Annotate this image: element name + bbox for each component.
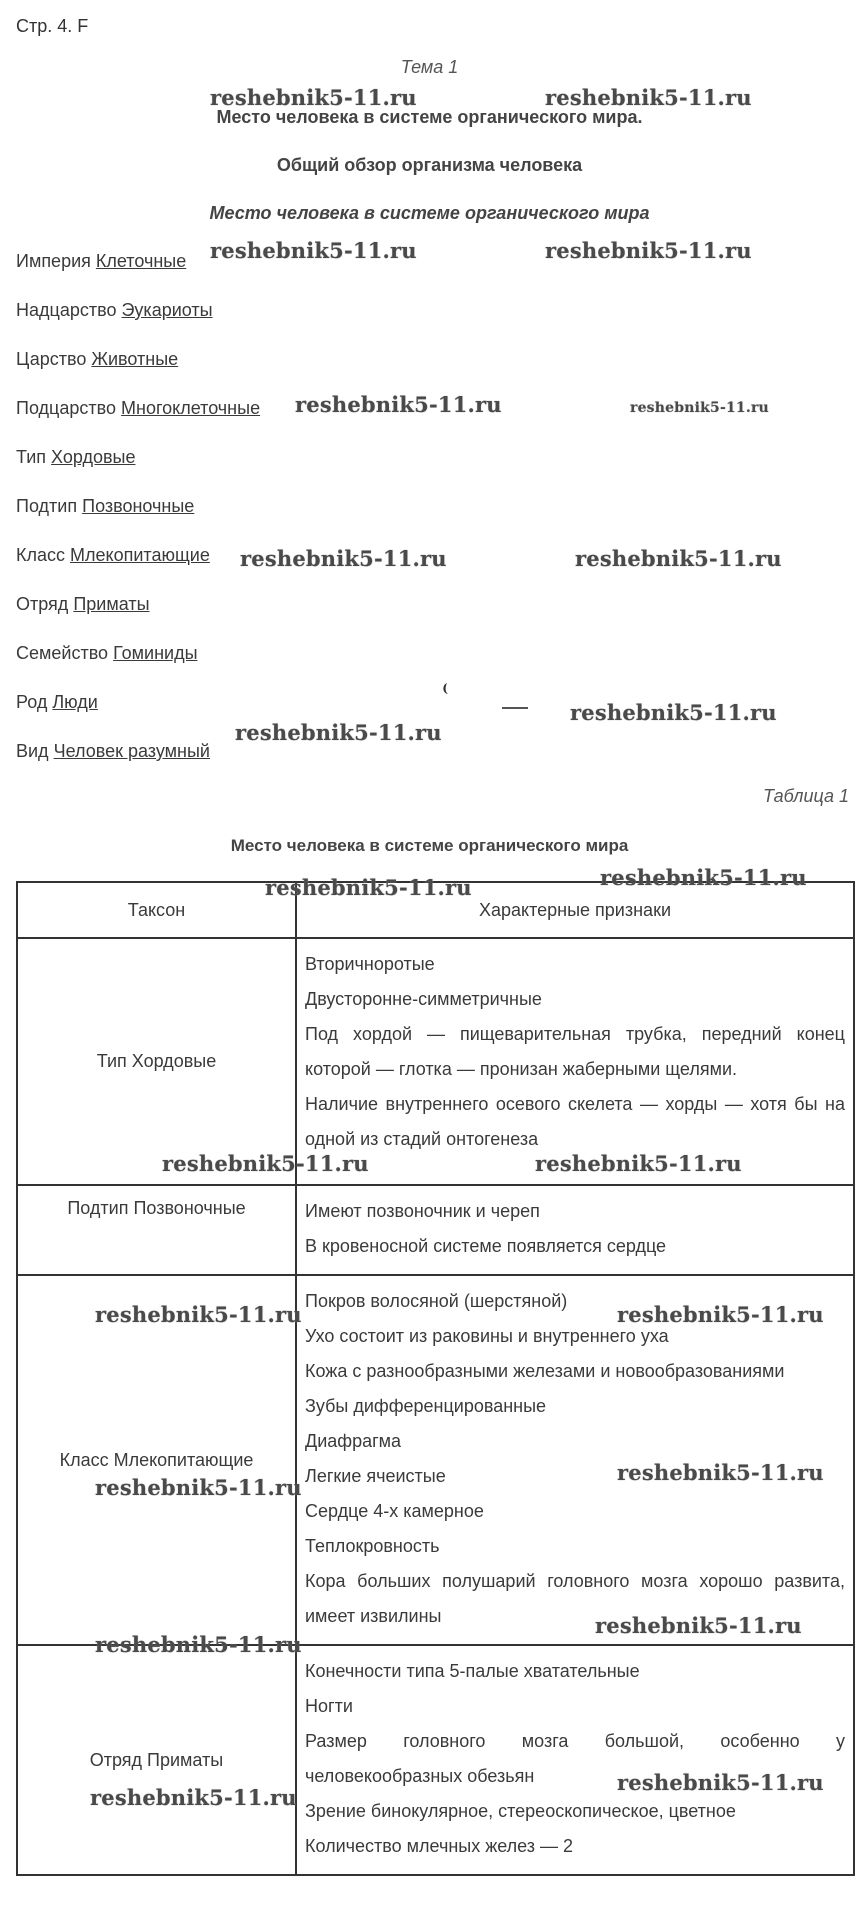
watermark: reshebnik5-11.ru — [617, 1460, 824, 1485]
feature-item: Зубы дифференцированные — [305, 1396, 547, 1416]
feature-item: Наличие внутреннего осевого скелета — хорды — хотя бы на одной из стадий онтогенеза — [305, 1094, 845, 1149]
watermark: reshebnik5-11.ru — [545, 85, 752, 110]
watermark: reshebnik5-11.ru — [600, 865, 807, 890]
taxonomy-item — [16, 496, 194, 517]
taxonomy-value: Многоклеточные — [121, 398, 261, 418]
taxonomy-item — [16, 692, 98, 713]
watermark: reshebnik5-11.ru — [570, 700, 777, 725]
page-header: Стр. 4. F — [16, 16, 89, 36]
watermark: reshebnik5-11.ru — [535, 1151, 742, 1176]
taxonomy-value: Эукариоты — [121, 300, 213, 320]
topic-label: Тема 1 — [400, 57, 459, 77]
watermark: reshebnik5-11.ru — [617, 1770, 824, 1795]
watermark: reshebnik5-11.ru — [295, 392, 502, 417]
watermark: reshebnik5-11.ru — [162, 1151, 369, 1176]
watermark: reshebnik5-11.ru — [210, 238, 417, 263]
page-heading: Место человека в системе органического мира. — [216, 107, 643, 127]
taxonomy-item — [16, 545, 210, 566]
taxonomy-value: Хордовые — [51, 447, 136, 467]
feature-item: Диафрагма — [305, 1431, 402, 1451]
taxonomy-item — [16, 447, 135, 468]
table-row — [17, 1645, 854, 1875]
features-cell — [296, 1645, 854, 1875]
taxonomy-value: Приматы — [73, 594, 150, 614]
taxonomy-item — [16, 300, 213, 321]
taxonomy-item — [16, 349, 178, 370]
feature-item: Кора больших полушарий головного мозга хорошо развита, имеет извилины — [305, 1571, 845, 1626]
scan-artifact — [440, 682, 450, 696]
feature-item: Конечности типа 5-палые хватательные — [305, 1661, 640, 1681]
feature-item: Вторичноротые — [305, 954, 435, 974]
taxonomy-rank: Семейство — [16, 643, 109, 663]
feature-item: Ухо состоит из раковины и внутреннего уха — [305, 1326, 669, 1346]
feature-item: В кровеносной системе появляется сердце — [305, 1236, 667, 1256]
taxonomy-value: Животные — [91, 349, 179, 369]
watermark: reshebnik5-11.ru — [240, 546, 447, 571]
column-header: Характерные признаки — [296, 882, 854, 938]
taxonomy-value: Гоминиды — [113, 643, 198, 663]
section-title: Общий обзор организма человека — [276, 155, 583, 175]
feature-item: Сердце 4-х камерное — [305, 1501, 484, 1521]
watermark: reshebnik5-11.ru — [95, 1302, 302, 1327]
watermark: reshebnik5-11.ru — [90, 1785, 297, 1810]
watermark: reshebnik5-11.ru — [210, 85, 417, 110]
table-caption: Таблица 1 — [762, 786, 849, 806]
taxonomy-item — [16, 741, 210, 762]
scan-artifact — [502, 707, 528, 709]
feature-item: Размер головного мозга большой, особенно у человекообразных обезьян — [305, 1731, 845, 1786]
table-row — [17, 938, 854, 1185]
taxonomy-value: Позвоночные — [82, 496, 195, 516]
watermark: reshebnik5-11.ru — [595, 1613, 802, 1638]
feature-item: Покров волосяной (шерстяной) — [305, 1291, 568, 1311]
subsection-title: Место человека в системе органического мира — [209, 203, 650, 223]
feature-item: Зрение бинокулярное, стереоскопическое, цветное — [305, 1801, 736, 1821]
taxonomy-rank: Надцарство — [16, 300, 117, 320]
taxonomy-rank: Класс — [16, 545, 65, 565]
watermark: reshebnik5-11.ru — [575, 546, 782, 571]
taxonomy-item — [16, 594, 150, 615]
taxonomy-rank: Отряд — [16, 594, 69, 614]
watermark: reshebnik5-11.ru — [265, 875, 472, 900]
feature-item: Теплокровность — [305, 1536, 440, 1556]
taxonomy-value: Млекопитающие — [70, 545, 210, 565]
taxonomy-value: Клеточные — [95, 251, 187, 271]
features-cell — [296, 1185, 854, 1275]
taxonomy-item — [16, 398, 260, 419]
taxon-table — [16, 881, 855, 1876]
taxonomy-rank: Тип — [16, 447, 47, 467]
taxonomy-rank: Подтип — [16, 496, 78, 516]
watermark: reshebnik5-11.ru — [95, 1475, 302, 1500]
feature-item: Легкие ячеистые — [305, 1466, 446, 1486]
feature-item: Кожа с разнообразными железами и новообразованиями — [305, 1361, 785, 1381]
taxonomy-rank: Подцарство — [16, 398, 117, 418]
taxonomy-item — [16, 251, 186, 272]
taxon-cell: Класс Млекопитающие — [17, 1275, 296, 1645]
taxonomy-item — [16, 643, 198, 664]
watermark: reshebnik5-11.ru — [235, 720, 442, 745]
feature-item: Имеют позвоночник и череп — [305, 1201, 540, 1221]
feature-item: Ногти — [305, 1696, 353, 1716]
taxon-cell: Подтип Позвоночные — [17, 1185, 296, 1275]
taxonomy-rank: Царство — [16, 349, 87, 369]
taxon-cell: Тип Хордовые — [17, 938, 296, 1185]
watermark: reshebnik5-11.ru — [95, 1632, 302, 1657]
column-header: Таксон — [17, 882, 296, 938]
watermark: reshebnik5-11.ru — [630, 400, 769, 416]
feature-item: Двусторонне-симметричные — [305, 989, 542, 1009]
taxonomy-rank: Род — [16, 692, 48, 712]
taxonomy-rank: Империя — [16, 251, 91, 271]
taxonomy-rank: Вид — [16, 741, 49, 761]
features-cell — [296, 938, 854, 1185]
watermark: reshebnik5-11.ru — [545, 238, 752, 263]
table-row — [17, 1185, 854, 1275]
watermark: reshebnik5-11.ru — [617, 1302, 824, 1327]
feature-item: Количество млечных желез — 2 — [305, 1836, 574, 1856]
table-title: Место человека в системе органического мира — [230, 836, 629, 855]
feature-item: Под хордой — пищеварительная трубка, передний конец которой — глотка — пронизан жаберными щелями. — [305, 1024, 845, 1079]
taxon-cell: Отряд Приматы — [17, 1645, 296, 1875]
taxonomy-value: Люди — [52, 692, 98, 712]
taxonomy-value: Человек разумный — [53, 741, 210, 761]
